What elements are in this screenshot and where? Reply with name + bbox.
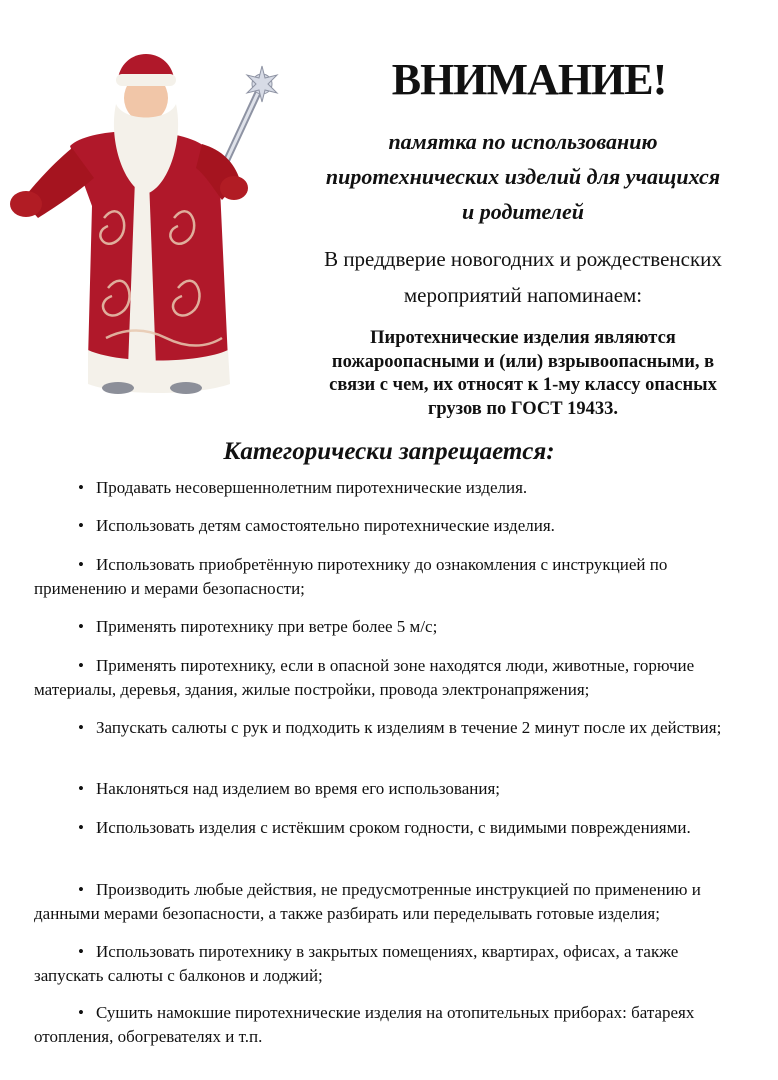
- rule-text: Использовать пиротехнику в закрытых помещениях, квартирах, офисах, а также запускать салюты с балконов и лоджий;: [34, 942, 679, 985]
- bullet-icon: •: [78, 1003, 84, 1022]
- rule-item: [34, 1001, 746, 1049]
- rule-text: Сушить намокшие пиротехнические изделия на отопительных приборах: батареях отопления, обогревателях и т.п.: [34, 1003, 695, 1046]
- intro-line: В преддверие новогодних и рождественских: [324, 247, 722, 271]
- page-title: ВНИМАНИЕ!: [391, 55, 667, 104]
- warning-line: пожароопасными и (или) взрывоопасными, в: [331, 351, 715, 372]
- subtitle-line: и родителей: [462, 199, 584, 224]
- rule-text: Производить любые действия, не предусмотренные инструкцией по применению и данными мерами безопасности, а также разбирать или переделывать готовые изделия;: [34, 880, 701, 923]
- intro-text: [280, 241, 766, 313]
- rule-item: [34, 514, 746, 538]
- bullet-icon: •: [78, 555, 84, 574]
- bullet-icon: •: [78, 779, 84, 798]
- rule-text: Применять пиротехнику, если в опасной зоне находятся люди, животные, горючие материалы, деревья, здания, жилые постройки, провода электронапряжения;: [34, 656, 695, 699]
- rule-item: [34, 476, 746, 500]
- bullet-icon: •: [78, 818, 84, 837]
- bullet-icon: •: [78, 617, 84, 636]
- subtitle-line: пиротехнических изделий для учащихся: [325, 164, 721, 189]
- bullet-icon: •: [78, 656, 84, 675]
- memo-subtitle: [280, 124, 766, 229]
- bullet-icon: •: [78, 478, 84, 497]
- rule-item: [34, 615, 746, 639]
- bullet-icon: •: [78, 516, 84, 535]
- hazard-warning: [278, 327, 768, 421]
- bullet-icon: •: [78, 718, 84, 737]
- rule-item: [34, 716, 746, 740]
- rule-text: Наклоняться над изделием во время его использования;: [96, 779, 501, 798]
- forbidden-heading: Категорически запрещается:: [223, 438, 555, 465]
- rule-text: Использовать детям самостоятельно пиротехнические изделия.: [96, 516, 555, 535]
- bullet-icon: •: [78, 880, 84, 899]
- bullet-icon: •: [78, 942, 84, 961]
- intro-line: мероприятий напоминаем:: [403, 283, 643, 307]
- warning-line: грузов по ГОСТ 19433.: [427, 398, 619, 419]
- rule-text: Применять пиротехнику при ветре более 5 м/с;: [96, 617, 438, 636]
- rule-item: [34, 654, 746, 702]
- rule-text: Запускать салюты с рук и подходить к изделиям в течение 2 минут после их действия;: [96, 718, 722, 737]
- rule-text: Использовать изделия с истёкшим сроком годности, с видимыми повреждениями.: [96, 818, 691, 837]
- santa-illustration: [8, 38, 280, 400]
- rule-text: Продавать несовершеннолетним пиротехнические изделия.: [96, 478, 528, 497]
- rule-item: [34, 777, 746, 801]
- warning-line: связи с чем, их относят к 1-му классу опасных: [329, 375, 717, 395]
- warning-line: Пиротехнические изделия являются: [370, 328, 676, 348]
- rule-text: Использовать приобретённую пиротехнику до ознакомления с инструкцией по применению и мерами безопасности;: [34, 555, 668, 598]
- rule-item: [34, 878, 746, 926]
- rule-item: [34, 940, 746, 988]
- subtitle-line: памятка по использованию: [388, 129, 658, 154]
- rule-item: [34, 816, 746, 840]
- rule-item: [34, 553, 746, 601]
